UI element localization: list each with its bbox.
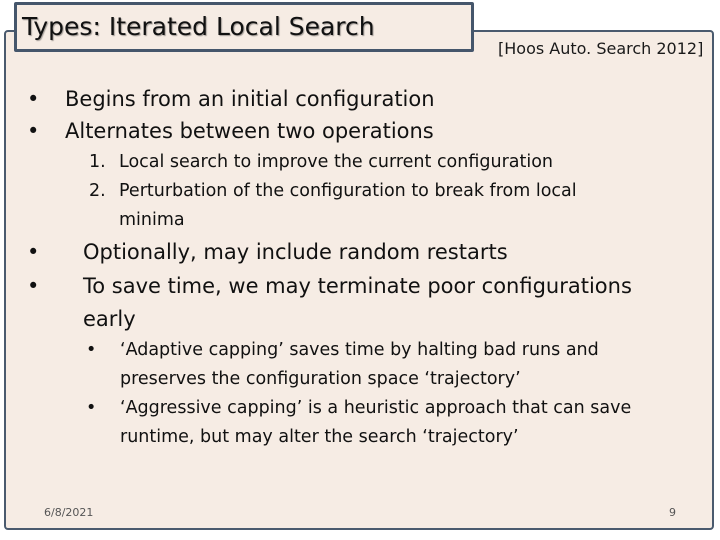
step-text: Local search to improve the current configuration: [119, 152, 554, 172]
bullet-glyph: •: [27, 87, 40, 111]
step-text-continuation: minima: [119, 210, 185, 230]
bullet-glyph: •: [86, 340, 97, 360]
bullet-text: Begins from an initial configuration: [65, 87, 435, 111]
footer-date: 6/8/2021: [44, 506, 94, 519]
sub-bullet-text: ‘Adaptive capping’ saves time by halting bad runs and: [120, 340, 599, 360]
sub-bullet-text-continuation: runtime, but may alter the search ‘trajectory’: [120, 427, 519, 447]
bullet-glyph: •: [27, 119, 40, 143]
bullet-text: Alternates between two operations: [65, 119, 434, 143]
citation: [Hoos Auto. Search 2012]: [498, 39, 704, 58]
bullet-text: Optionally, may include random restarts: [83, 240, 508, 264]
sub-bullet-text: ‘Aggressive capping’ is a heuristic approach that can save: [120, 398, 632, 418]
step-text: Perturbation of the configuration to break from local: [119, 181, 577, 201]
step-marker: 1.: [89, 152, 106, 172]
bullet-text-continuation: early: [83, 307, 136, 331]
sub-bullet-text-continuation: preserves the configuration space ‘trajectory’: [120, 369, 521, 389]
slide-title: Types: Iterated Local Search: [22, 12, 375, 41]
bullet-text: To save time, we may terminate poor configurations: [83, 274, 632, 298]
bullet-glyph: •: [86, 398, 97, 418]
bullet-glyph: •: [27, 240, 40, 264]
step-marker: 2.: [89, 181, 106, 201]
page-number: 9: [669, 506, 676, 519]
bullet-glyph: •: [27, 274, 40, 298]
